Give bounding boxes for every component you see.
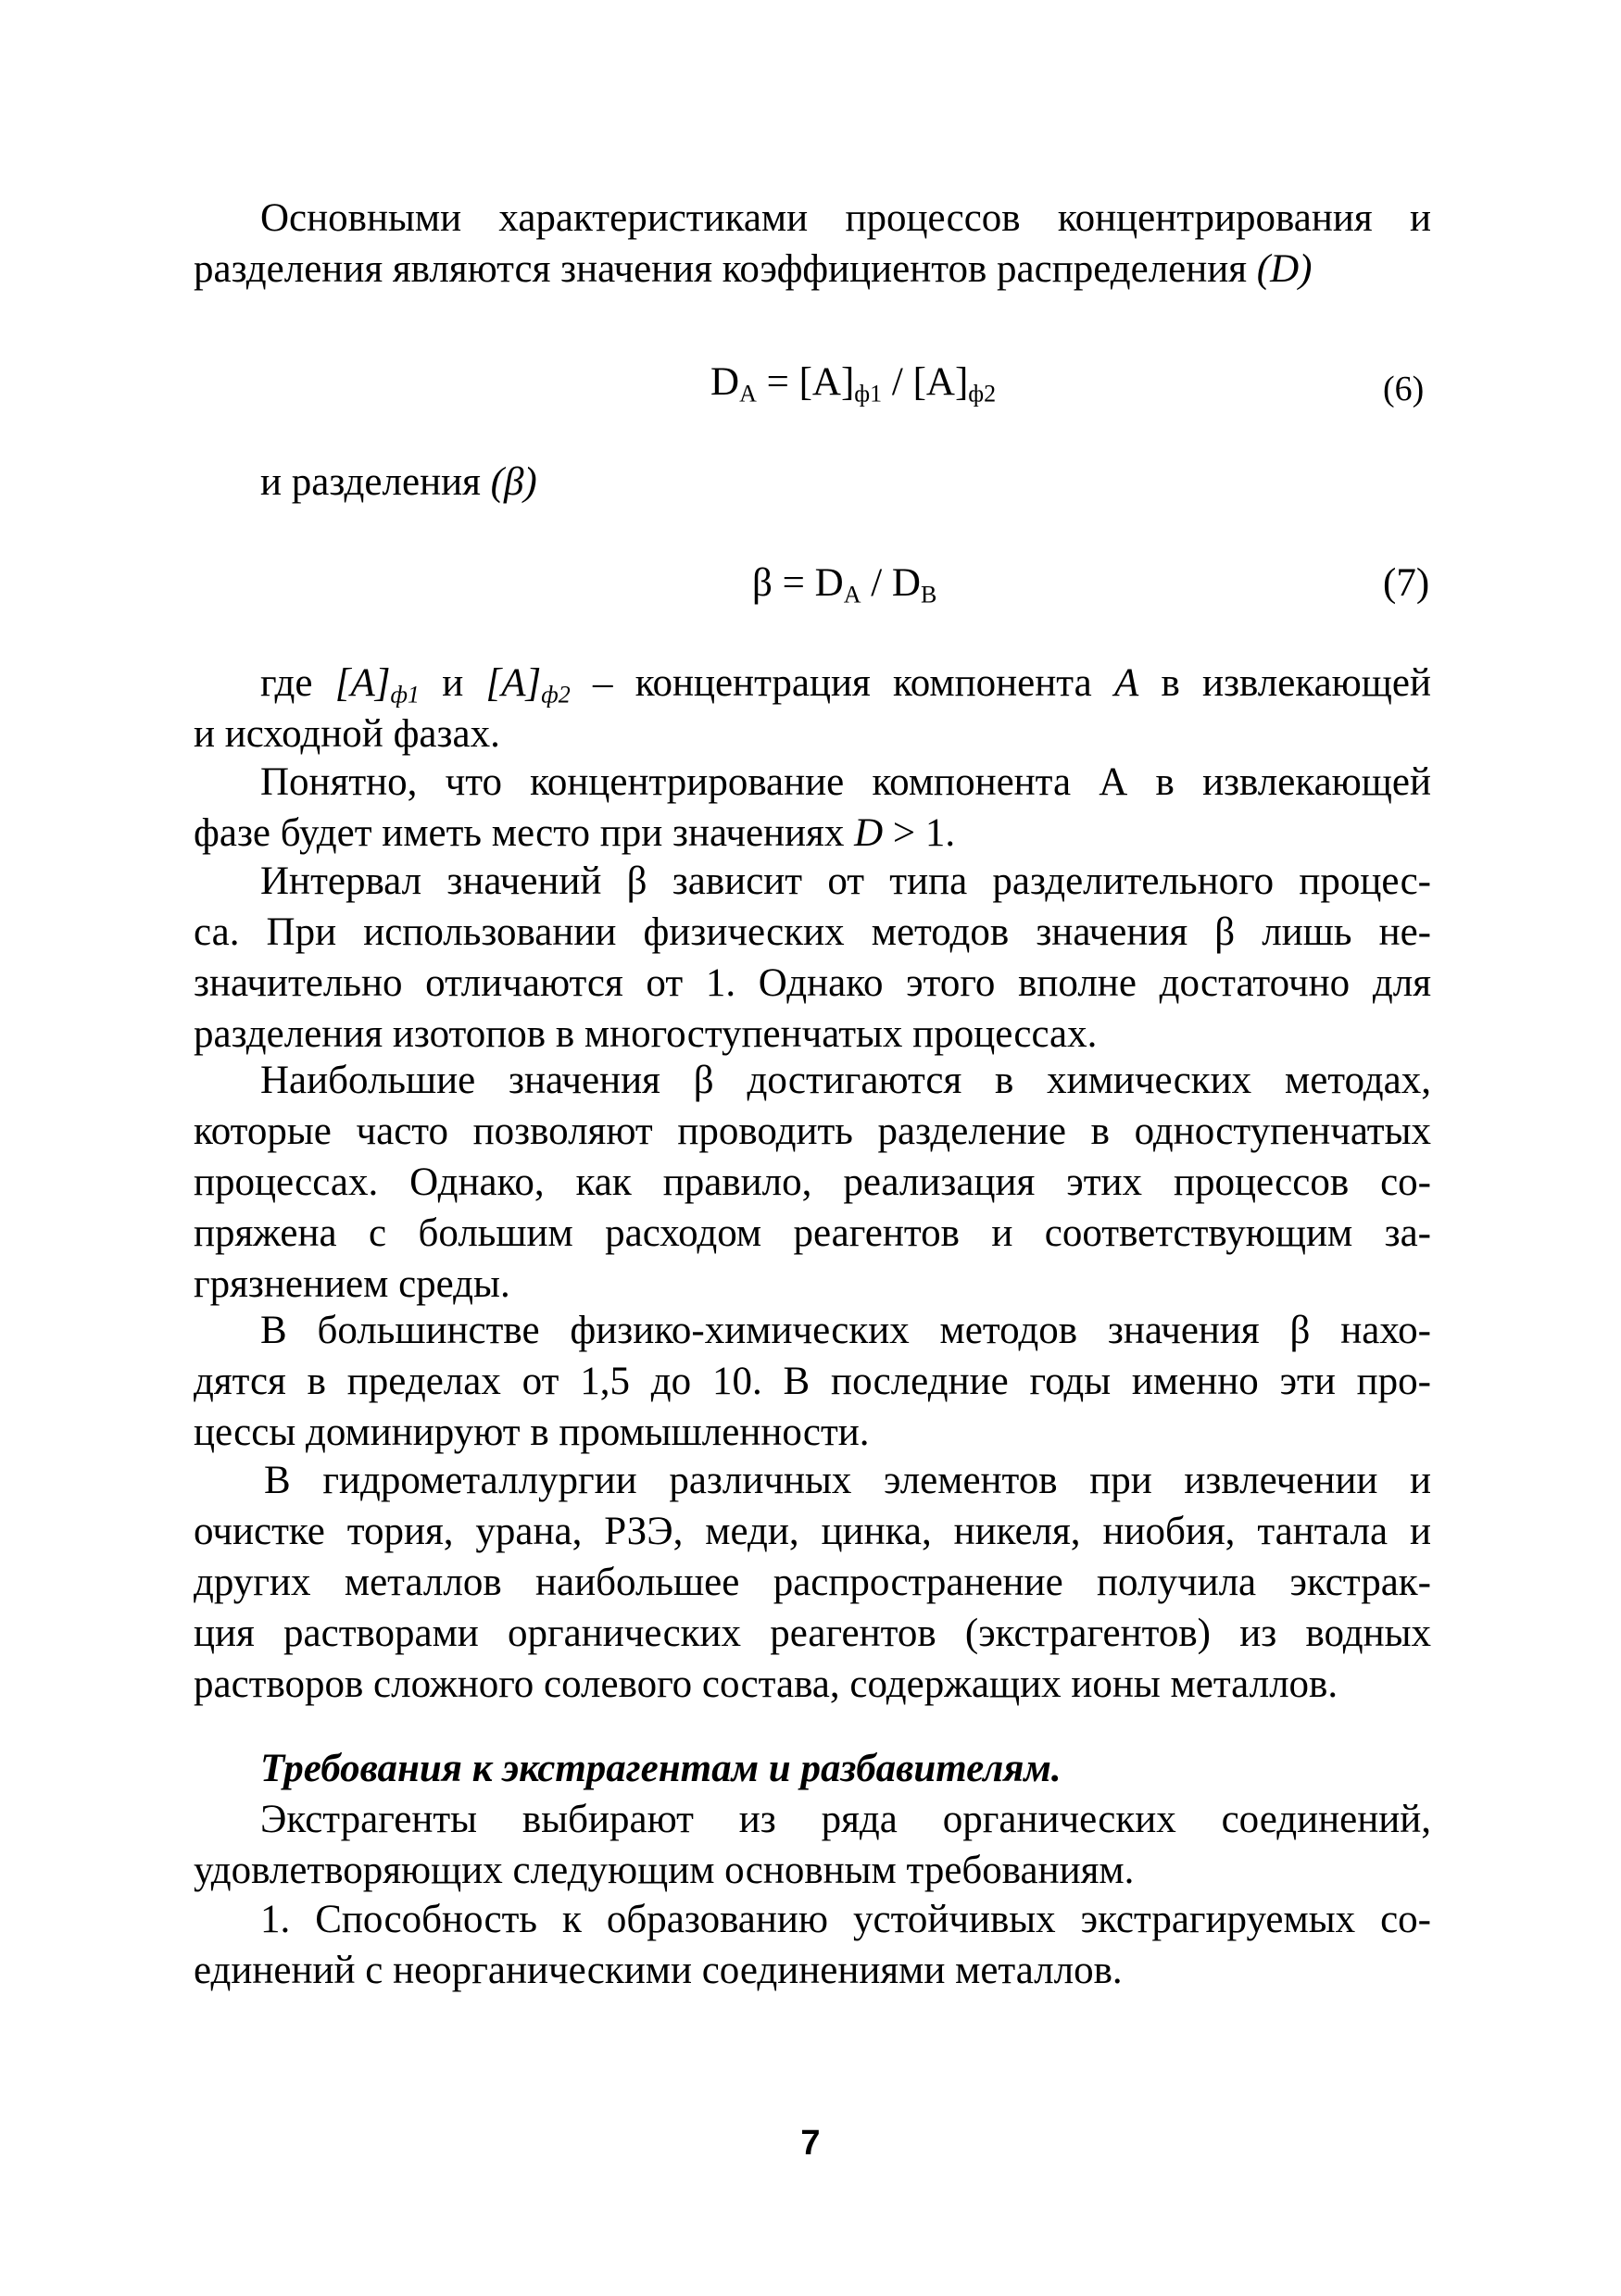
text-line: 1. Способность к образованию устойчивых экстрагируемых со-	[260, 1898, 1431, 1941]
text-span: и	[419, 661, 486, 705]
text-line: В большинстве физико-химических методов значения β нахо-	[260, 1309, 1431, 1352]
paragraph-physchem	[194, 1305, 1431, 1458]
text-span: и разделения	[260, 460, 491, 504]
eq-text: = [A]	[756, 360, 855, 404]
paragraph-interval	[194, 856, 1431, 1060]
text-line: растворов сложного солевого состава, содержащих ионы металлов.	[194, 1662, 1338, 1706]
eq-text: β = D	[752, 561, 844, 605]
where-paragraph	[194, 658, 1431, 759]
section-heading: Требования к экстрагентам и разбавителям.	[260, 1747, 1062, 1790]
text-line: Основными характеристиками процессов концентрирования и	[260, 196, 1431, 240]
equation-6	[710, 357, 996, 408]
subscript: ф2	[541, 681, 571, 709]
text-line: пряжена с большим расходом реагентов и соответствующим за-	[194, 1211, 1431, 1255]
text-line: которые часто позволяют проводить разделение в одноступенчатых	[194, 1110, 1431, 1153]
eq-subscript: A	[843, 581, 861, 609]
text-line	[194, 658, 1431, 709]
text-line: Понятно, что концентрирование компонента А в извлекающей	[260, 760, 1431, 804]
text-line: единений с неорганическими соединениями металлов.	[194, 1949, 1123, 1992]
text-line: са. При использовании физических методов значения β лишь не-	[194, 910, 1431, 954]
equation-number-7: (7)	[1383, 561, 1430, 605]
text-line: В гидрометаллургии различных элементов при извлечении и	[264, 1459, 1431, 1502]
text-line: цессы доминируют в промышленности.	[194, 1411, 870, 1454]
text-span: в извлекающей	[1138, 661, 1431, 705]
equation-7	[752, 558, 936, 609]
text-span: где	[260, 661, 335, 705]
eq-subscript: B	[920, 581, 937, 609]
symbol-A: A	[1113, 661, 1139, 705]
separation-line	[194, 457, 1431, 508]
intro-paragraph	[194, 193, 1431, 295]
eq-text: / D	[861, 561, 921, 605]
text-span: > 1.	[883, 811, 956, 855]
text-line: ция растворами органических реагентов (экстрагентов) из водных	[194, 1612, 1431, 1655]
paragraph-largest	[194, 1055, 1431, 1310]
text-line: Наибольшие значения β достигаются в химических методах,	[260, 1059, 1431, 1102]
equation-number-6: (6)	[1383, 370, 1425, 408]
text-line: Интервал значений β зависит от типа разделительного процес-	[260, 859, 1431, 903]
eq-subscript: ф1	[854, 380, 883, 408]
page-number: 7	[800, 2124, 821, 2163]
symbol-D: D	[854, 811, 884, 855]
text-line	[194, 244, 1431, 295]
text-line: удовлетворяющих следующим основным требованиям.	[194, 1849, 1135, 1892]
text-line: и исходной фазах.	[194, 712, 500, 756]
text-line: очистке тория, урана, РЗЭ, меди, цинка, никеля, ниобия, тантала и	[194, 1510, 1431, 1553]
text-line: значительно отличаются от 1. Однако этого вполне достаточно для	[194, 961, 1431, 1005]
eq-text: D	[710, 360, 740, 404]
paragraph-clear	[194, 757, 1431, 859]
text-span: – концентрация компонента	[570, 661, 1114, 705]
eq-subscript: ф2	[968, 380, 997, 408]
text-line	[194, 808, 1431, 859]
eq-subscript: A	[739, 380, 757, 408]
symbol-D: (D)	[1256, 247, 1313, 291]
text-line: других металлов наибольшее распространение получила экстрак-	[194, 1561, 1431, 1604]
text-line: дятся в пределах от 1,5 до 10. В последние годы именно эти про-	[194, 1360, 1431, 1403]
symbol-A-phase1	[334, 661, 420, 709]
text-line: разделения изотопов в многоступенчатых процессах.	[194, 1012, 1098, 1056]
list-item-1	[194, 1894, 1431, 1996]
text-span: фазе будет иметь место при значениях	[194, 811, 855, 855]
text-span: разделения являются значения коэффициентов распределения	[194, 247, 1248, 291]
text-line: Экстрагенты выбирают из ряда органических соединений,	[260, 1798, 1431, 1841]
text-line: процессах. Однако, как правило, реализация этих процессов со-	[194, 1161, 1431, 1204]
text-line: грязнением среды.	[194, 1262, 510, 1306]
text-span: [A]	[485, 661, 542, 705]
symbol-beta: (β)	[490, 460, 537, 504]
symbol-A-phase2	[485, 661, 571, 709]
eq-text: / [A]	[882, 360, 969, 404]
text-line	[194, 457, 1431, 508]
paragraph-extractants	[194, 1794, 1431, 1896]
text-span: [A]	[334, 661, 391, 705]
subscript: ф1	[390, 681, 420, 709]
paragraph-hydrometallurgy	[194, 1455, 1431, 1710]
